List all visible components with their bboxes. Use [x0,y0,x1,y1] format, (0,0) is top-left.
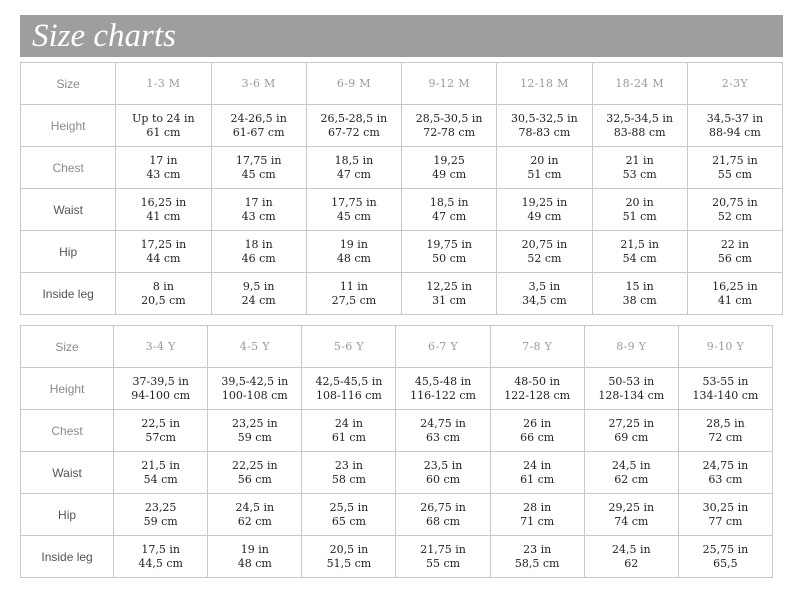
measurement-cm: 54 cm [622,251,657,265]
measurement-cm: 56 cm [717,251,752,265]
measurement-cell [402,273,497,315]
measurement-inches: 19,75 in [426,237,472,251]
measurement-inches: 18,5 in [429,195,469,209]
measurement-cm: 31 cm [432,293,467,307]
measurement-inches: 24,75 in [702,458,749,472]
measurement-inches: 53-55 in [702,374,749,388]
measurement-inches: 28 in [523,500,552,514]
measurement-inches: 17,25 in [140,237,187,251]
measurement-inches: 22,5 in [141,416,180,430]
measurement-cell [402,231,497,273]
measurement-cell [211,147,306,189]
measurement-cm: 47 cm [432,209,467,223]
measurement-inches: 19 in [240,542,269,556]
measurement-cell [396,368,490,410]
measurement-cell [584,410,678,452]
size-header: 18-24 M [592,63,687,105]
measurement-cell [208,452,302,494]
measurement-cell [687,189,782,231]
measurement-cm: 48 cm [237,556,272,570]
measurement-cell [114,452,208,494]
measurement-cm: 41 cm [717,293,752,307]
measurement-cell [306,189,401,231]
measurement-cell [116,147,211,189]
row-label-waist: Waist [21,452,114,494]
measurement-inches: 24 in [523,458,552,472]
measurement-inches: 23 in [334,458,363,472]
measurement-cell [497,189,592,231]
measurement-inches: 26,5-28,5 in [320,111,388,125]
table-row [21,452,773,494]
size-header: 5-6 Y [302,326,396,368]
measurement-inches: 11 in [339,279,368,293]
measurement-cell [497,273,592,315]
measurement-inches: 37-39,5 in [132,374,189,388]
measurement-cm: 61 cm [146,125,181,139]
measurement-cm: 51 cm [527,167,562,181]
measurement-cell [678,536,772,578]
measurement-inches: 28,5-30,5 in [415,111,483,125]
measurement-cell [306,231,401,273]
table-row [21,189,783,231]
measurement-cell [490,536,584,578]
measurement-cm: 52 cm [527,251,562,265]
measurement-cm: 74 cm [614,514,649,528]
measurement-cm: 63 cm [708,472,743,486]
measurement-cm: 78-83 cm [518,125,571,139]
measurement-inches: 24-26,5 in [230,111,287,125]
measurement-cm: 72-78 cm [423,125,476,139]
measurement-inches: 23 in [523,542,552,556]
measurement-cell [592,105,687,147]
measurement-inches: 23,25 in [232,416,278,430]
table-row [21,494,773,536]
row-label-size: Size [21,63,116,105]
measurement-inches: 19,25 [433,153,465,167]
row-label-chest: Chest [21,410,114,452]
measurement-inches: 15 in [625,279,654,293]
measurement-inches: 21,75 in [420,542,466,556]
measurement-cm: 61-67 cm [232,125,285,139]
measurement-inches: 17 in [149,153,178,167]
measurement-inches: 21 in [625,153,654,167]
measurement-cell [302,494,396,536]
size-header: 3-4 Y [114,326,208,368]
measurement-cell [497,147,592,189]
measurement-inches: 20,75 in [712,195,758,209]
size-header: 1-3 M [116,63,211,105]
measurement-inches: 32,5-34,5 in [606,111,674,125]
measurement-inches: 24 in [334,416,363,430]
measurement-inches: 21,75 in [712,153,758,167]
size-header: 9-10 Y [678,326,772,368]
row-label-waist: Waist [21,189,116,231]
measurement-inches: 21,5 in [141,458,180,472]
measurement-cell [678,494,772,536]
size-header: 7-8 Y [490,326,584,368]
measurement-inches: 24,5 in [612,458,651,472]
measurement-cm: 66 cm [520,430,555,444]
measurement-inches: 25,5 in [329,500,369,514]
measurement-inches: 50-53 in [608,374,655,388]
table-row [21,147,783,189]
measurement-inches: 20 in [530,153,559,167]
measurement-inches: 39,5-42,5 in [221,374,289,388]
measurement-cm: 51 cm [622,209,657,223]
measurement-cm: 20,5 cm [141,293,186,307]
measurement-cm: 59 cm [143,514,178,528]
measurement-cm: 83-88 cm [613,125,666,139]
measurement-inches: 22,25 in [232,458,278,472]
measurement-cell [584,452,678,494]
measurement-cell [592,189,687,231]
measurement-cm: 94-100 cm [131,388,191,402]
measurement-cell [584,368,678,410]
measurement-cm: 62 cm [237,514,272,528]
measurement-inches: 19 in [339,237,368,251]
row-label-hip: Hip [21,231,116,273]
measurement-cell [678,368,772,410]
measurement-cm: 77 cm [708,514,743,528]
table-row [21,105,783,147]
table-row [21,410,773,452]
measurement-cm: 43 cm [146,167,181,181]
measurement-cm: 134-140 cm [692,388,759,402]
measurement-inches: 19,25 in [521,195,568,209]
measurement-cm: 55 cm [717,167,752,181]
measurement-cell [116,273,211,315]
measurement-cell [678,452,772,494]
measurement-cm: 24 cm [241,293,276,307]
measurement-cm: 45 cm [336,209,371,223]
measurement-cell [208,368,302,410]
measurement-cell [211,231,306,273]
measurement-cell [211,189,306,231]
measurement-inches: 45,5-48 in [414,374,472,388]
size-header: 8-9 Y [584,326,678,368]
measurement-cell [402,105,497,147]
measurement-cm: 55 cm [426,556,461,570]
measurement-cm: 49 cm [432,167,467,181]
measurement-inches: 25,75 in [702,542,749,556]
size-chart-table-2 [20,325,773,578]
measurement-cell [306,273,401,315]
measurement-cm: 62 cm [614,472,649,486]
measurement-inches: 12,25 in [426,279,472,293]
measurement-inches: 3,5 in [528,279,561,293]
measurement-cm: 61 cm [331,430,366,444]
measurement-cell [396,536,490,578]
measurement-cm: 59 cm [237,430,272,444]
measurement-cell [302,536,396,578]
measurement-cell [211,273,306,315]
measurement-cm: 58 cm [331,472,366,486]
measurement-cell [402,189,497,231]
measurement-cell [306,147,401,189]
measurement-cell [497,231,592,273]
measurement-cm: 49 cm [527,209,562,223]
size-chart-table-1 [20,62,783,315]
measurement-cm: 88-94 cm [708,125,761,139]
measurement-cm: 63 cm [426,430,461,444]
table-row [21,368,773,410]
measurement-cm: 34,5 cm [522,293,567,307]
measurement-cell [490,368,584,410]
measurement-cm: 60 cm [426,472,461,486]
measurement-inches: 30,25 in [702,500,749,514]
measurement-inches: 18 in [244,237,273,251]
measurement-cell [211,105,306,147]
measurement-inches: 16,25 in [140,195,187,209]
measurement-inches: 16,25 in [712,279,758,293]
measurement-cm: 52 cm [717,209,752,223]
measurement-cm: 27,5 cm [331,293,377,307]
measurement-cm: 44 cm [146,251,181,265]
measurement-cm: 116-122 cm [410,388,476,402]
measurement-inches: 42,5-45,5 in [315,374,383,388]
measurement-inches: 23,25 [144,500,177,514]
measurement-cm: 54 cm [143,472,178,486]
measurement-cell [306,105,401,147]
measurement-cm: 58,5 cm [514,556,560,570]
measurement-cm: 61 cm [520,472,555,486]
measurement-inches: 24,5 in [612,542,651,556]
measurement-cm: 100-108 cm [221,388,288,402]
row-label-size: Size [21,326,114,368]
measurement-inches: 21,5 in [620,237,659,251]
measurement-cm: 69 cm [614,430,649,444]
measurement-cell [687,273,782,315]
measurement-inches: 17,5 in [141,542,180,556]
measurement-cell [396,452,490,494]
measurement-cm: 122-128 cm [504,388,571,402]
row-label-height: Height [21,105,116,147]
measurement-cell [687,147,782,189]
size-header-row [21,63,783,105]
measurement-cell [490,494,584,536]
row-label-inside-leg: Inside leg [21,273,116,315]
measurement-cell [592,231,687,273]
measurement-cm: 50 cm [432,251,467,265]
row-label-inside-leg: Inside leg [21,536,114,578]
table-row [21,273,783,315]
measurement-inches: 20 in [625,195,654,209]
table-row [21,536,773,578]
measurement-inches: Up to 24 in [132,111,195,125]
measurement-inches: 17,75 in [235,153,282,167]
measurement-inches: 27,25 in [608,416,655,430]
measurement-cell [402,147,497,189]
measurement-cell [114,368,208,410]
measurement-cell [687,231,782,273]
measurement-cm: 46 cm [241,251,276,265]
measurement-inches: 28,5 in [706,416,745,430]
measurement-cm: 51,5 cm [326,556,372,570]
measurement-cm: 38 cm [622,293,657,307]
measurement-inches: 8 in [152,279,174,293]
measurement-cell [592,147,687,189]
title-banner [20,15,783,57]
measurement-inches: 29,25 in [608,500,655,514]
size-header-row [21,326,773,368]
measurement-cm: 71 cm [520,514,555,528]
measurement-inches: 17 in [244,195,273,209]
measurement-inches: 9,5 in [242,279,275,293]
row-label-height: Height [21,368,114,410]
measurement-cell [114,410,208,452]
measurement-cm: 65,5 [713,556,738,570]
page-title: Size charts [32,18,176,54]
measurement-cell [490,410,584,452]
measurement-cell [678,410,772,452]
measurement-cell [302,368,396,410]
measurement-cm: 68 cm [426,514,461,528]
measurement-inches: 26,75 in [420,500,466,514]
measurement-cell [592,273,687,315]
measurement-cell [584,494,678,536]
measurement-cm: 41 cm [146,209,181,223]
measurement-cm: 57cm [145,430,176,444]
measurement-cell [116,189,211,231]
size-header: 2-3Y [687,63,782,105]
size-header: 6-7 Y [396,326,490,368]
measurement-inches: 30,5-32,5 in [510,111,578,125]
measurement-cm: 48 cm [336,251,371,265]
table-row [21,231,783,273]
measurement-cell [208,494,302,536]
row-label-chest: Chest [21,147,116,189]
measurement-inches: 34,5-37 in [706,111,764,125]
measurement-cm: 128-134 cm [598,388,665,402]
measurement-cm: 67-72 cm [327,125,380,139]
measurement-inches: 20,75 in [521,237,568,251]
measurement-cm: 53 cm [622,167,657,181]
measurement-cell [490,452,584,494]
size-header: 12-18 M [497,63,592,105]
measurement-cell [116,105,211,147]
measurement-cell [687,105,782,147]
measurement-inches: 48-50 in [514,374,561,388]
measurement-cm: 43 cm [241,209,276,223]
size-header: 9-12 M [402,63,497,105]
measurement-cell [584,536,678,578]
measurement-cell [302,452,396,494]
measurement-cm: 56 cm [237,472,272,486]
measurement-inches: 23,5 in [423,458,463,472]
measurement-cell [208,410,302,452]
measurement-inches: 20,5 in [329,542,369,556]
size-header: 3-6 M [211,63,306,105]
measurement-cell [497,105,592,147]
size-header: 4-5 Y [208,326,302,368]
measurement-inches: 22 in [720,237,749,251]
measurement-cm: 44,5 cm [138,556,183,570]
size-header: 6-9 M [306,63,401,105]
measurement-cell [396,494,490,536]
measurement-inches: 24,75 in [420,416,466,430]
measurement-cm: 65 cm [331,514,366,528]
measurement-inches: 18,5 in [334,153,374,167]
measurement-cell [208,536,302,578]
measurement-cell [114,536,208,578]
measurement-cm: 72 cm [708,430,743,444]
measurement-cm: 108-116 cm [316,388,382,402]
measurement-inches: 24,5 in [235,500,275,514]
measurement-cm: 47 cm [336,167,371,181]
measurement-cell [396,410,490,452]
measurement-cm: 62 [624,556,639,570]
measurement-inches: 17,75 in [331,195,377,209]
measurement-cell [116,231,211,273]
measurement-cell [302,410,396,452]
measurement-cell [114,494,208,536]
measurement-inches: 26 in [523,416,552,430]
measurement-cm: 45 cm [241,167,276,181]
row-label-hip: Hip [21,494,114,536]
